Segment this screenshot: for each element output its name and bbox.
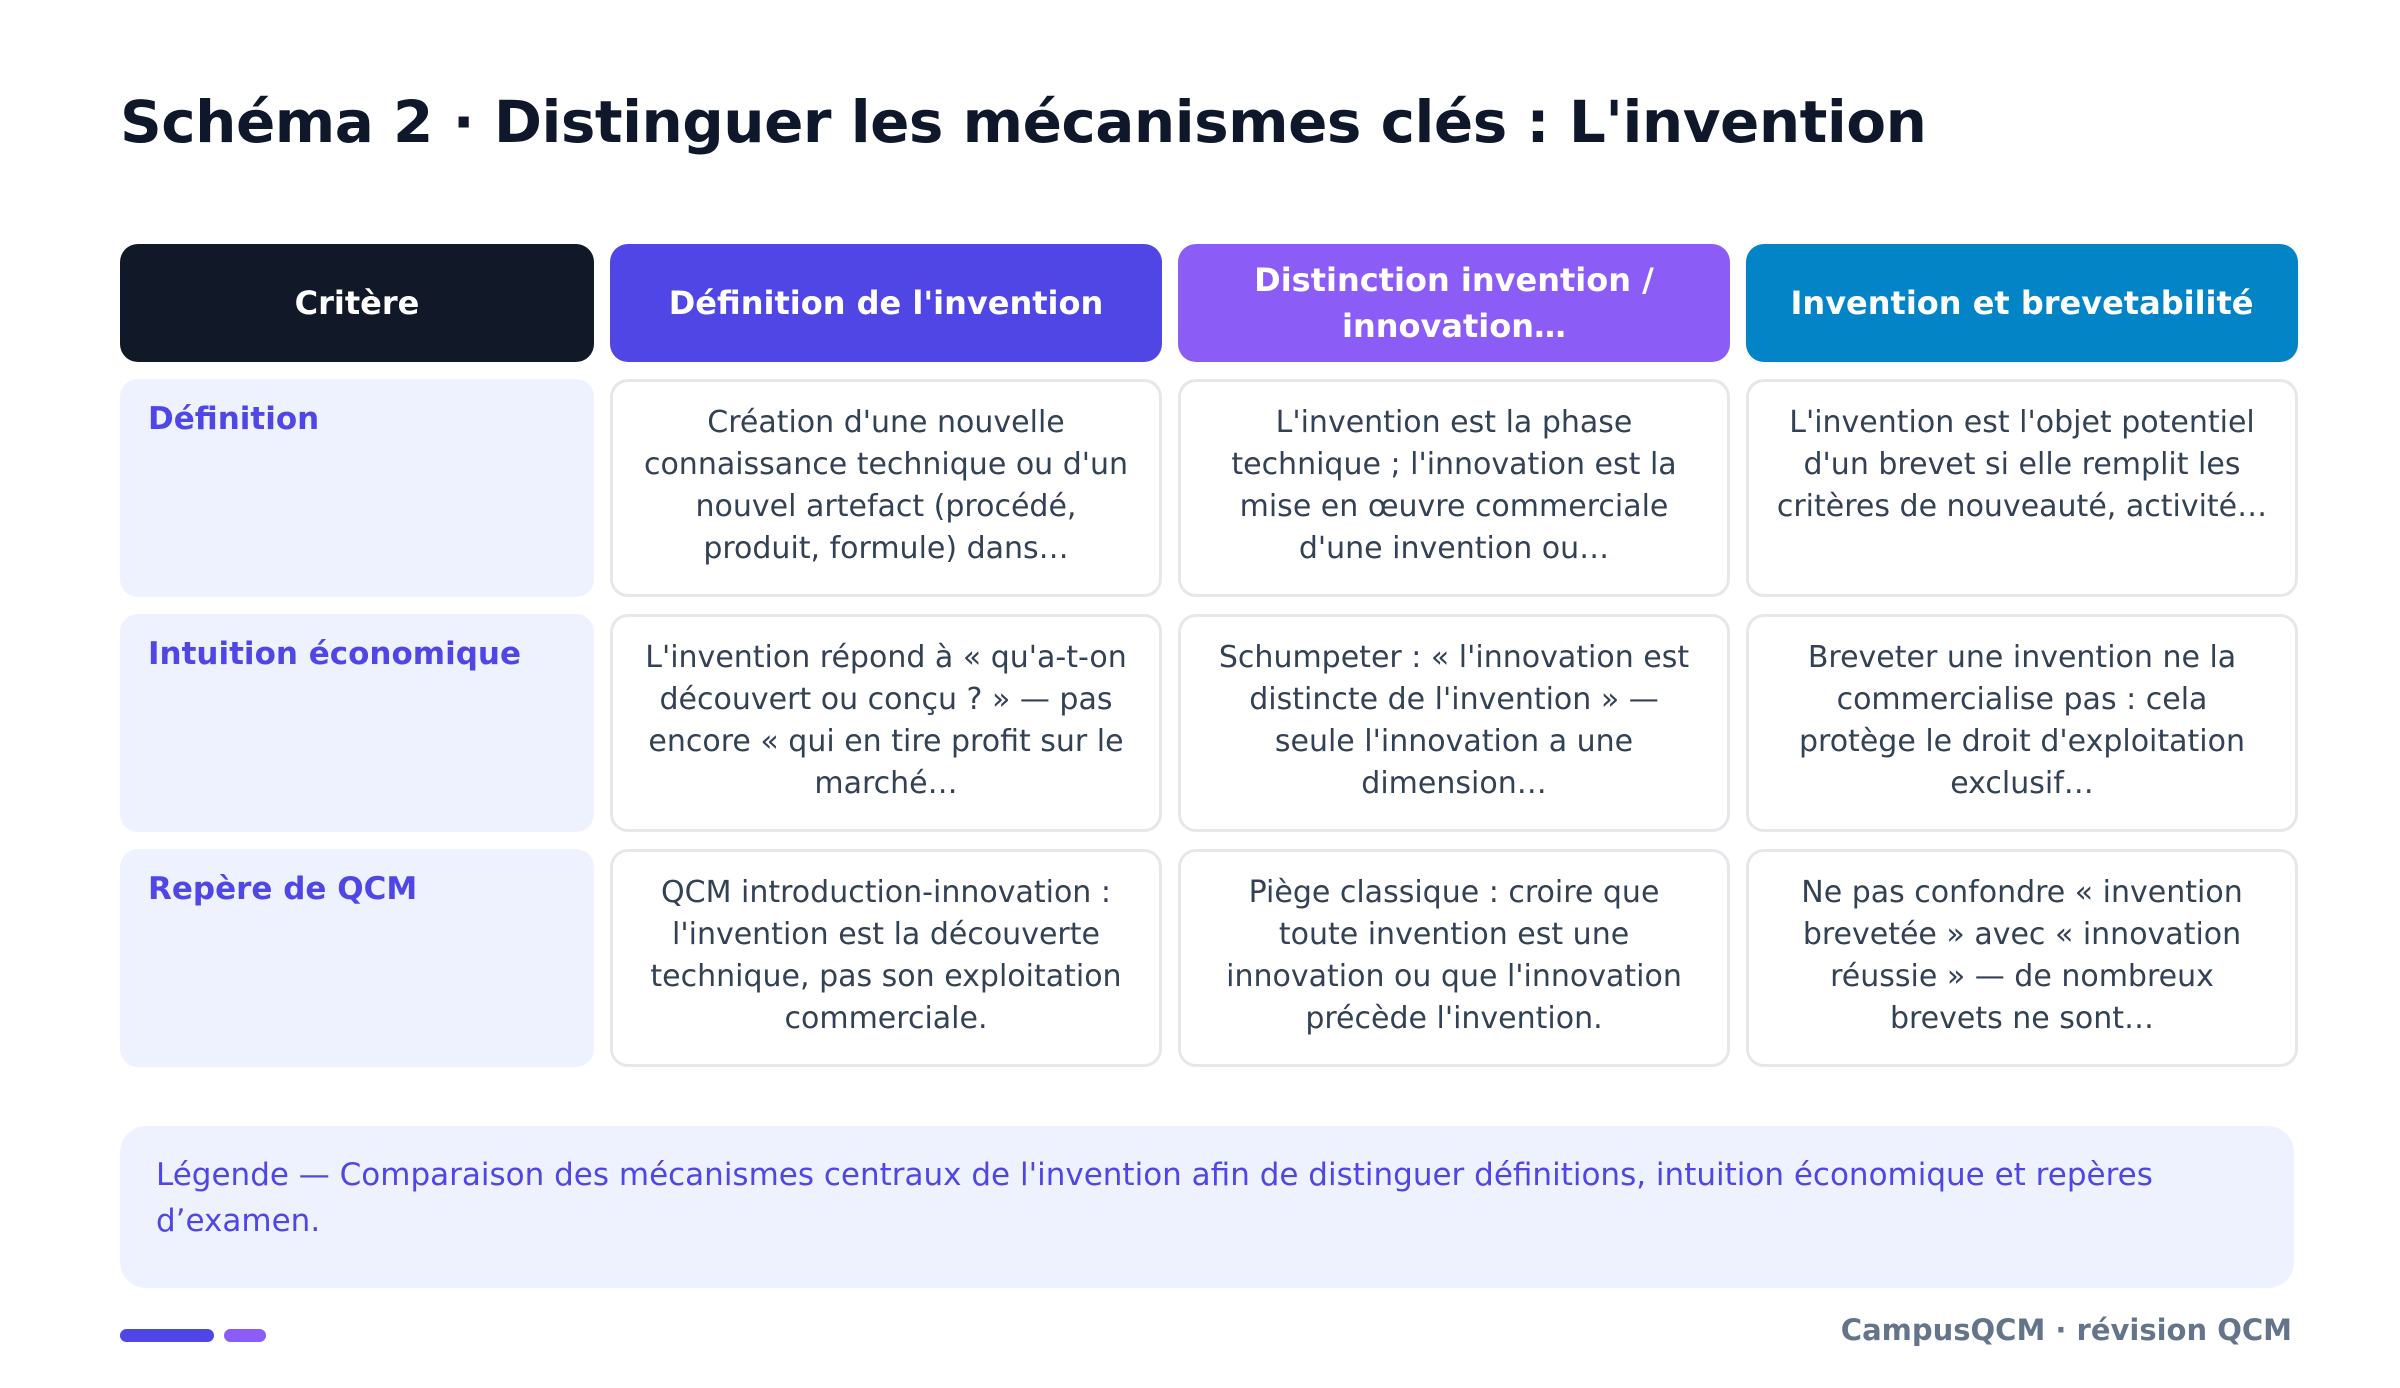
- header-criterion: Critère: [120, 244, 594, 362]
- header-brevetabilite: Invention et brevetabilité: [1746, 244, 2298, 362]
- page-title: Schéma 2 · Distinguer les mécanismes clés : L'invention: [120, 88, 1927, 156]
- footer-brand: CampusQCM · révision QCM: [1840, 1313, 2292, 1347]
- criterion-definition: Définition: [120, 379, 594, 597]
- cell-qcm-1: QCM introduction-innovation : l'invention est la découverte technique, pas son exploitation commerciale.: [610, 849, 1162, 1067]
- cell-definition-3: L'invention est l'objet potentiel d'un brevet si elle remplit les critères de nouveauté, activité…: [1746, 379, 2298, 597]
- comparison-table: [120, 244, 2288, 1067]
- header-distinction: Distinction invention / innovation…: [1178, 244, 1730, 362]
- header-definition: Définition de l'invention: [610, 244, 1162, 362]
- criterion-qcm: Repère de QCM: [120, 849, 594, 1067]
- cell-qcm-3: Ne pas confondre « invention brevetée » avec « innovation réussie » — de nombreux brevets ne sont…: [1746, 849, 2298, 1067]
- cell-definition-1: Création d'une nouvelle connaissance technique ou d'un nouvel artefact (procédé, produit, formule) dans…: [610, 379, 1162, 597]
- accent-bar-primary: [120, 1329, 214, 1342]
- cell-qcm-2: Piège classique : croire que toute invention est une innovation ou que l'innovation précède l'invention.: [1178, 849, 1730, 1067]
- cell-intuition-1: L'invention répond à « qu'a-t-on découvert ou conçu ? » — pas encore « qui en tire profit sur le marché…: [610, 614, 1162, 832]
- accent-bar-secondary: [224, 1329, 266, 1342]
- criterion-intuition: Intuition économique: [120, 614, 594, 832]
- cell-intuition-3: Breveter une invention ne la commercialise pas : cela protège le droit d'exploitation exclusif…: [1746, 614, 2298, 832]
- cell-intuition-2: Schumpeter : « l'innovation est distincte de l'invention » — seule l'innovation a une dimension…: [1178, 614, 1730, 832]
- cell-definition-2: L'invention est la phase technique ; l'innovation est la mise en œuvre commerciale d'une invention ou…: [1178, 379, 1730, 597]
- legend: Légende — Comparaison des mécanismes centraux de l'invention afin de distinguer définitions, intuition économique et repères d’examen.: [120, 1126, 2294, 1288]
